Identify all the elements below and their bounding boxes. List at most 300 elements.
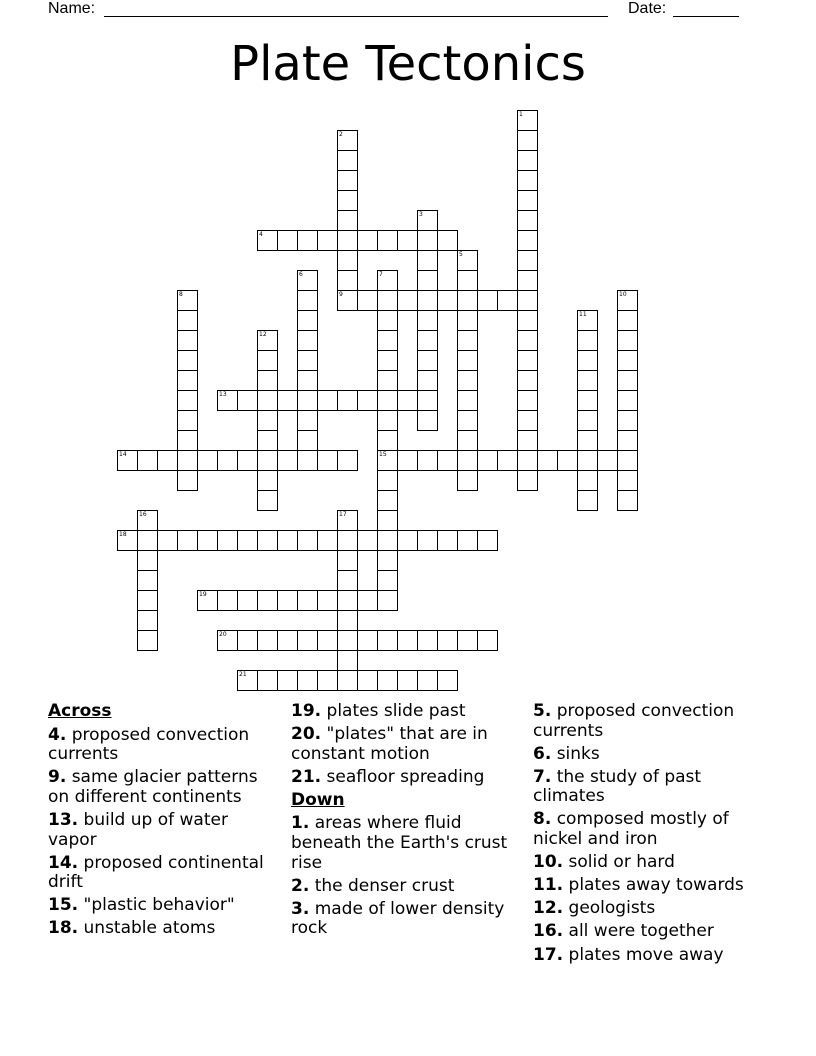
clue-item-number: 20.: [291, 724, 322, 745]
grid-cell[interactable]: [297, 310, 318, 331]
grid-cell[interactable]: [217, 450, 238, 471]
grid-cell[interactable]: [177, 470, 198, 491]
grid-cell[interactable]: [257, 410, 278, 431]
grid-cell[interactable]: [617, 490, 638, 511]
grid-cell[interactable]: [457, 390, 478, 411]
grid-cell[interactable]: [157, 530, 178, 551]
grid-cell[interactable]: [297, 270, 318, 291]
grid-cell[interactable]: [417, 630, 438, 651]
grid-cell[interactable]: [317, 390, 338, 411]
grid-cell[interactable]: [297, 230, 318, 251]
grid-cell[interactable]: [177, 370, 198, 391]
grid-cell[interactable]: [357, 530, 378, 551]
grid-cell[interactable]: [477, 630, 498, 651]
grid-cell[interactable]: [517, 410, 538, 431]
grid-cell[interactable]: [377, 450, 398, 471]
grid-cell[interactable]: [297, 450, 318, 471]
grid-cell[interactable]: [277, 530, 298, 551]
clue-item-number: 4.: [48, 724, 67, 745]
grid-cell[interactable]: [577, 450, 598, 471]
grid-cell[interactable]: [437, 450, 458, 471]
grid-cell[interactable]: [377, 510, 398, 531]
grid-cell[interactable]: [297, 670, 318, 691]
grid-cell[interactable]: [317, 630, 338, 651]
clues-section: [0, 701, 816, 965]
grid-cell[interactable]: [277, 450, 298, 471]
grid-cell[interactable]: [377, 430, 398, 451]
grid-cell[interactable]: [397, 230, 418, 251]
grid-cell[interactable]: [397, 390, 418, 411]
grid-cell[interactable]: [337, 530, 358, 551]
grid-cell[interactable]: [417, 290, 438, 311]
grid-cell[interactable]: [137, 590, 158, 611]
grid-cell[interactable]: [277, 390, 298, 411]
grid-cell[interactable]: [137, 570, 158, 591]
grid-cell[interactable]: [157, 450, 178, 471]
clue-item-number: 17.: [533, 944, 564, 965]
grid-cell[interactable]: [257, 330, 278, 351]
clue-item-text: proposed convection currents: [48, 724, 250, 765]
clue-item-number: 7.: [533, 766, 552, 787]
grid-cell[interactable]: [337, 290, 358, 311]
grid-cell[interactable]: [397, 530, 418, 551]
grid-cell[interactable]: [417, 370, 438, 391]
clue-number: 6: [299, 271, 303, 278]
grid-cell[interactable]: [237, 530, 258, 551]
grid-cell[interactable]: [337, 590, 358, 611]
grid-cell[interactable]: [177, 430, 198, 451]
grid-cell[interactable]: [257, 390, 278, 411]
clue-item-text: made of lower density rock: [291, 898, 505, 939]
grid-cell[interactable]: [417, 270, 438, 291]
grid-cell[interactable]: [397, 290, 418, 311]
grid-cell[interactable]: [377, 550, 398, 571]
grid-cell[interactable]: [417, 310, 438, 331]
grid-cell[interactable]: [237, 670, 258, 691]
clue-item-text: composed mostly of nickel and iron: [533, 809, 729, 850]
clue-item-number: 8.: [533, 809, 552, 830]
clue-item-text: the denser crust: [314, 875, 455, 896]
grid-cell[interactable]: [137, 450, 158, 471]
grid-cell[interactable]: [577, 390, 598, 411]
grid-cell[interactable]: [417, 450, 438, 471]
grid-cell[interactable]: [457, 450, 478, 471]
grid-cell[interactable]: [257, 370, 278, 391]
clue-number: 13: [219, 391, 227, 398]
grid-cell[interactable]: [337, 610, 358, 631]
clue-item-text: "plastic behavior": [83, 895, 235, 916]
grid-cell[interactable]: [417, 210, 438, 231]
grid-cell[interactable]: [617, 450, 638, 471]
grid-cell[interactable]: [337, 630, 358, 651]
clue-item: [291, 877, 521, 897]
grid-cell[interactable]: [377, 330, 398, 351]
grid-cell[interactable]: [517, 170, 538, 191]
grid-cell[interactable]: [337, 650, 358, 671]
grid-cell[interactable]: [617, 470, 638, 491]
grid-cell[interactable]: [357, 590, 378, 611]
grid-cell[interactable]: [377, 530, 398, 551]
grid-cell[interactable]: [337, 130, 358, 151]
clue-item-number: 5.: [533, 701, 552, 721]
grid-cell[interactable]: [297, 530, 318, 551]
grid-cell[interactable]: [297, 290, 318, 311]
grid-cell[interactable]: [257, 350, 278, 371]
grid-cell[interactable]: [417, 410, 438, 431]
clue-item-text: the study of past climates: [533, 766, 702, 807]
grid-cell[interactable]: [437, 630, 458, 651]
grid-cell[interactable]: [457, 430, 478, 451]
grid-cell[interactable]: [337, 550, 358, 571]
grid-cell[interactable]: [417, 350, 438, 371]
clue-item-number: 21.: [291, 766, 322, 787]
clue-item-number: 11.: [533, 875, 564, 896]
grid-cell[interactable]: [337, 150, 358, 171]
clue-item-number: 6.: [533, 743, 552, 764]
clue-number: 9: [339, 291, 343, 298]
grid-cell[interactable]: [517, 190, 538, 211]
grid-cell[interactable]: [297, 350, 318, 371]
grid-cell[interactable]: [397, 630, 418, 651]
clue-item: [48, 919, 278, 939]
grid-cell[interactable]: [357, 290, 378, 311]
grid-cell[interactable]: [517, 370, 538, 391]
grid-cell[interactable]: [217, 390, 238, 411]
grid-cell[interactable]: [417, 390, 438, 411]
grid-cell[interactable]: [337, 230, 358, 251]
grid-cell[interactable]: [377, 410, 398, 431]
grid-cell[interactable]: [257, 630, 278, 651]
grid-cell[interactable]: [177, 350, 198, 371]
grid-cell[interactable]: [617, 430, 638, 451]
clue-item-text: plates slide past: [326, 701, 466, 721]
grid-cell[interactable]: [197, 450, 218, 471]
grid-cell[interactable]: [257, 590, 278, 611]
grid-cell[interactable]: [517, 150, 538, 171]
grid-cell[interactable]: [177, 390, 198, 411]
clue-number: 16: [139, 511, 147, 518]
grid-cell[interactable]: [357, 630, 378, 651]
grid-cell[interactable]: [457, 250, 478, 271]
clue-item-text: plates away towards: [568, 875, 744, 896]
grid-cell[interactable]: [337, 210, 358, 231]
clue-number: 5: [459, 251, 463, 258]
clue-number: 15: [379, 451, 387, 458]
grid-cell[interactable]: [377, 630, 398, 651]
grid-cell[interactable]: [177, 450, 198, 471]
grid-cell[interactable]: [297, 370, 318, 391]
grid-cell[interactable]: [417, 530, 438, 551]
name-label: Name:: [48, 0, 96, 17]
clue-item: [291, 725, 521, 764]
grid-cell[interactable]: [257, 450, 278, 471]
grid-cell[interactable]: [617, 350, 638, 371]
clue-number: 20: [219, 631, 227, 638]
grid-cell[interactable]: [457, 290, 478, 311]
grid-cell[interactable]: [397, 450, 418, 471]
grid-cell[interactable]: [517, 210, 538, 231]
clue-item-text: solid or hard: [568, 852, 675, 873]
grid-cell[interactable]: [457, 350, 478, 371]
grid-cell[interactable]: [417, 230, 438, 251]
clue-item: [48, 896, 278, 916]
grid-cell[interactable]: [437, 670, 458, 691]
grid-cell[interactable]: [577, 350, 598, 371]
grid-cell[interactable]: [457, 310, 478, 331]
grid-cell[interactable]: [177, 410, 198, 431]
grid-cell[interactable]: [117, 530, 138, 551]
grid-cell[interactable]: [577, 470, 598, 491]
grid-cell[interactable]: [177, 310, 198, 331]
grid-cell[interactable]: [517, 230, 538, 251]
grid-cell[interactable]: [517, 350, 538, 371]
grid-cell[interactable]: [297, 430, 318, 451]
clue-number: 14: [119, 451, 127, 458]
grid-cell[interactable]: [357, 390, 378, 411]
grid-cell[interactable]: [617, 410, 638, 431]
grid-cell[interactable]: [277, 230, 298, 251]
grid-cell[interactable]: [397, 670, 418, 691]
grid-cell[interactable]: [277, 590, 298, 611]
clue-item-number: 13.: [48, 809, 79, 830]
clue-number: 7: [379, 271, 383, 278]
grid-cell[interactable]: [217, 590, 238, 611]
grid-cell[interactable]: [337, 190, 358, 211]
grid-cell[interactable]: [297, 410, 318, 431]
clue-item: [533, 702, 773, 741]
grid-cell[interactable]: [357, 230, 378, 251]
grid-cell[interactable]: [137, 510, 158, 531]
grid-cell[interactable]: [217, 530, 238, 551]
grid-cell[interactable]: [617, 390, 638, 411]
grid-cell[interactable]: [337, 670, 358, 691]
clue-item: [533, 876, 773, 896]
grid-cell[interactable]: [257, 230, 278, 251]
grid-cell[interactable]: [537, 450, 558, 471]
grid-cell[interactable]: [177, 330, 198, 351]
grid-cell[interactable]: [297, 390, 318, 411]
grid-cell[interactable]: [417, 250, 438, 271]
grid-cell[interactable]: [257, 670, 278, 691]
clue-item: [291, 814, 521, 873]
grid-cell[interactable]: [137, 530, 158, 551]
clue-item: [291, 702, 521, 722]
grid-cell[interactable]: [577, 370, 598, 391]
clue-item: [48, 768, 278, 807]
grid-cell[interactable]: [457, 370, 478, 391]
grid-cell[interactable]: [137, 610, 158, 631]
clue-item-text: proposed continental drift: [48, 852, 264, 893]
grid-cell[interactable]: [377, 350, 398, 371]
clue-number: 10: [619, 291, 627, 298]
grid-cell[interactable]: [237, 390, 258, 411]
across-heading: Across: [48, 701, 112, 721]
clue-item-number: 15.: [48, 895, 79, 916]
grid-cell[interactable]: [377, 670, 398, 691]
grid-cell[interactable]: [257, 470, 278, 491]
grid-cell[interactable]: [377, 490, 398, 511]
clue-item-text: geologists: [568, 898, 656, 919]
clue-item: [533, 745, 773, 765]
grid-cell[interactable]: [377, 570, 398, 591]
grid-cell[interactable]: [377, 470, 398, 491]
grid-cell[interactable]: [517, 470, 538, 491]
grid-cell[interactable]: [517, 310, 538, 331]
grid-cell[interactable]: [277, 630, 298, 651]
page-title: Plate Tectonics: [230, 36, 586, 92]
grid-cell[interactable]: [257, 530, 278, 551]
grid-cell[interactable]: [457, 410, 478, 431]
clue-number: 8: [179, 291, 183, 298]
grid-cell[interactable]: [277, 670, 298, 691]
clue-item-text: same glacier patterns on different continents: [48, 767, 258, 807]
grid-cell[interactable]: [517, 290, 538, 311]
grid-cell[interactable]: [337, 570, 358, 591]
grid-cell[interactable]: [577, 430, 598, 451]
grid-cell[interactable]: [457, 470, 478, 491]
grid-cell[interactable]: [377, 290, 398, 311]
grid-cell[interactable]: [517, 110, 538, 131]
grid-cell[interactable]: [337, 250, 358, 271]
grid-cell[interactable]: [417, 670, 438, 691]
grid-cell[interactable]: [517, 450, 538, 471]
clue-item-number: 19.: [291, 701, 322, 721]
grid-cell[interactable]: [377, 230, 398, 251]
date-label: Date:: [628, 0, 667, 17]
clue-item: [48, 726, 278, 765]
clue-item-text: areas where fluid beneath the Earth's crust rise: [291, 813, 508, 873]
grid-cell[interactable]: [197, 530, 218, 551]
clue-number: 17: [339, 511, 347, 518]
clue-item: [533, 853, 773, 873]
down-heading: Down: [291, 789, 345, 810]
clue-item: [48, 854, 278, 893]
grid-cell[interactable]: [337, 390, 358, 411]
grid-cell[interactable]: [457, 270, 478, 291]
clue-item-text: "plates" that are in constant motion: [291, 724, 488, 764]
grid-cell[interactable]: [437, 290, 458, 311]
clue-item-text: build up of water vapor: [48, 809, 228, 850]
grid-cell[interactable]: [597, 450, 618, 471]
grid-cell[interactable]: [457, 330, 478, 351]
clue-item-number: 10.: [533, 852, 564, 873]
clue-number: 1: [519, 111, 523, 118]
grid-cell[interactable]: [317, 670, 338, 691]
clue-item: [291, 900, 521, 939]
grid-cell[interactable]: [477, 530, 498, 551]
clue-item: [291, 768, 521, 788]
grid-cell[interactable]: [257, 430, 278, 451]
clue-item: [533, 810, 773, 849]
clue-item: [48, 811, 278, 850]
grid-cell[interactable]: [617, 310, 638, 331]
grid-cell[interactable]: [377, 590, 398, 611]
clue-number: 11: [579, 311, 587, 318]
grid-cell[interactable]: [577, 410, 598, 431]
grid-cell[interactable]: [577, 310, 598, 331]
grid-cell[interactable]: [177, 530, 198, 551]
clue-item: [533, 768, 773, 807]
clue-number: 18: [119, 531, 127, 538]
grid-cell[interactable]: [317, 230, 338, 251]
grid-cell[interactable]: [377, 370, 398, 391]
grid-cell[interactable]: [517, 430, 538, 451]
clue-item-number: 12.: [533, 898, 564, 919]
grid-cell[interactable]: [517, 390, 538, 411]
grid-cell[interactable]: [517, 330, 538, 351]
grid-cell[interactable]: [437, 230, 458, 251]
clue-item-number: 9.: [48, 767, 67, 788]
grid-cell[interactable]: [377, 310, 398, 331]
clue-item-text: proposed convection currents: [533, 701, 735, 741]
grid-cell[interactable]: [497, 450, 518, 471]
clue-item-number: 1.: [291, 813, 310, 834]
grid-cell[interactable]: [297, 630, 318, 651]
grid-cell[interactable]: [337, 170, 358, 191]
grid-cell[interactable]: [337, 270, 358, 291]
grid-cell[interactable]: [137, 630, 158, 651]
grid-cell[interactable]: [297, 330, 318, 351]
clue-number: 2: [339, 131, 343, 138]
grid-cell[interactable]: [317, 450, 338, 471]
grid-cell[interactable]: [577, 330, 598, 351]
clue-item-number: 14.: [48, 852, 79, 873]
grid-cell[interactable]: [297, 590, 318, 611]
clue-item-number: 3.: [291, 898, 310, 919]
grid-cell[interactable]: [457, 530, 478, 551]
grid-cell[interactable]: [197, 590, 218, 611]
grid-cell[interactable]: [137, 550, 158, 571]
grid-cell[interactable]: [377, 390, 398, 411]
clues-column-1: [48, 702, 278, 943]
grid-cell[interactable]: [577, 490, 598, 511]
grid-cell[interactable]: [217, 630, 238, 651]
grid-cell[interactable]: [357, 670, 378, 691]
grid-cell[interactable]: [337, 510, 358, 531]
grid-cell[interactable]: [457, 630, 478, 651]
grid-cell[interactable]: [477, 450, 498, 471]
grid-cell[interactable]: [497, 290, 518, 311]
grid-cell[interactable]: [117, 450, 138, 471]
grid-cell[interactable]: [437, 530, 458, 551]
clue-number: 12: [259, 331, 267, 338]
clue-item: [533, 922, 773, 942]
grid-cell[interactable]: [477, 290, 498, 311]
grid-cell[interactable]: [317, 530, 338, 551]
clue-number: 3: [419, 211, 423, 218]
clue-item-text: plates move away: [568, 944, 724, 965]
clue-item: [533, 899, 773, 919]
grid-cell[interactable]: [617, 330, 638, 351]
grid-cell[interactable]: [257, 490, 278, 511]
grid-cell[interactable]: [237, 590, 258, 611]
grid-cell[interactable]: [237, 450, 258, 471]
grid-cell[interactable]: [317, 590, 338, 611]
grid-cell[interactable]: [417, 330, 438, 351]
grid-cell[interactable]: [557, 450, 578, 471]
grid-cell[interactable]: [617, 370, 638, 391]
grid-cell[interactable]: [337, 450, 358, 471]
clue-item-number: 16.: [533, 921, 564, 942]
grid-cell[interactable]: [177, 290, 198, 311]
grid-cell[interactable]: [517, 250, 538, 271]
grid-cell[interactable]: [517, 270, 538, 291]
grid-cell[interactable]: [377, 270, 398, 291]
clue-item-text: unstable atoms: [83, 918, 216, 939]
grid-cell[interactable]: [517, 130, 538, 151]
grid-cell[interactable]: [617, 290, 638, 311]
grid-cell[interactable]: [237, 630, 258, 651]
